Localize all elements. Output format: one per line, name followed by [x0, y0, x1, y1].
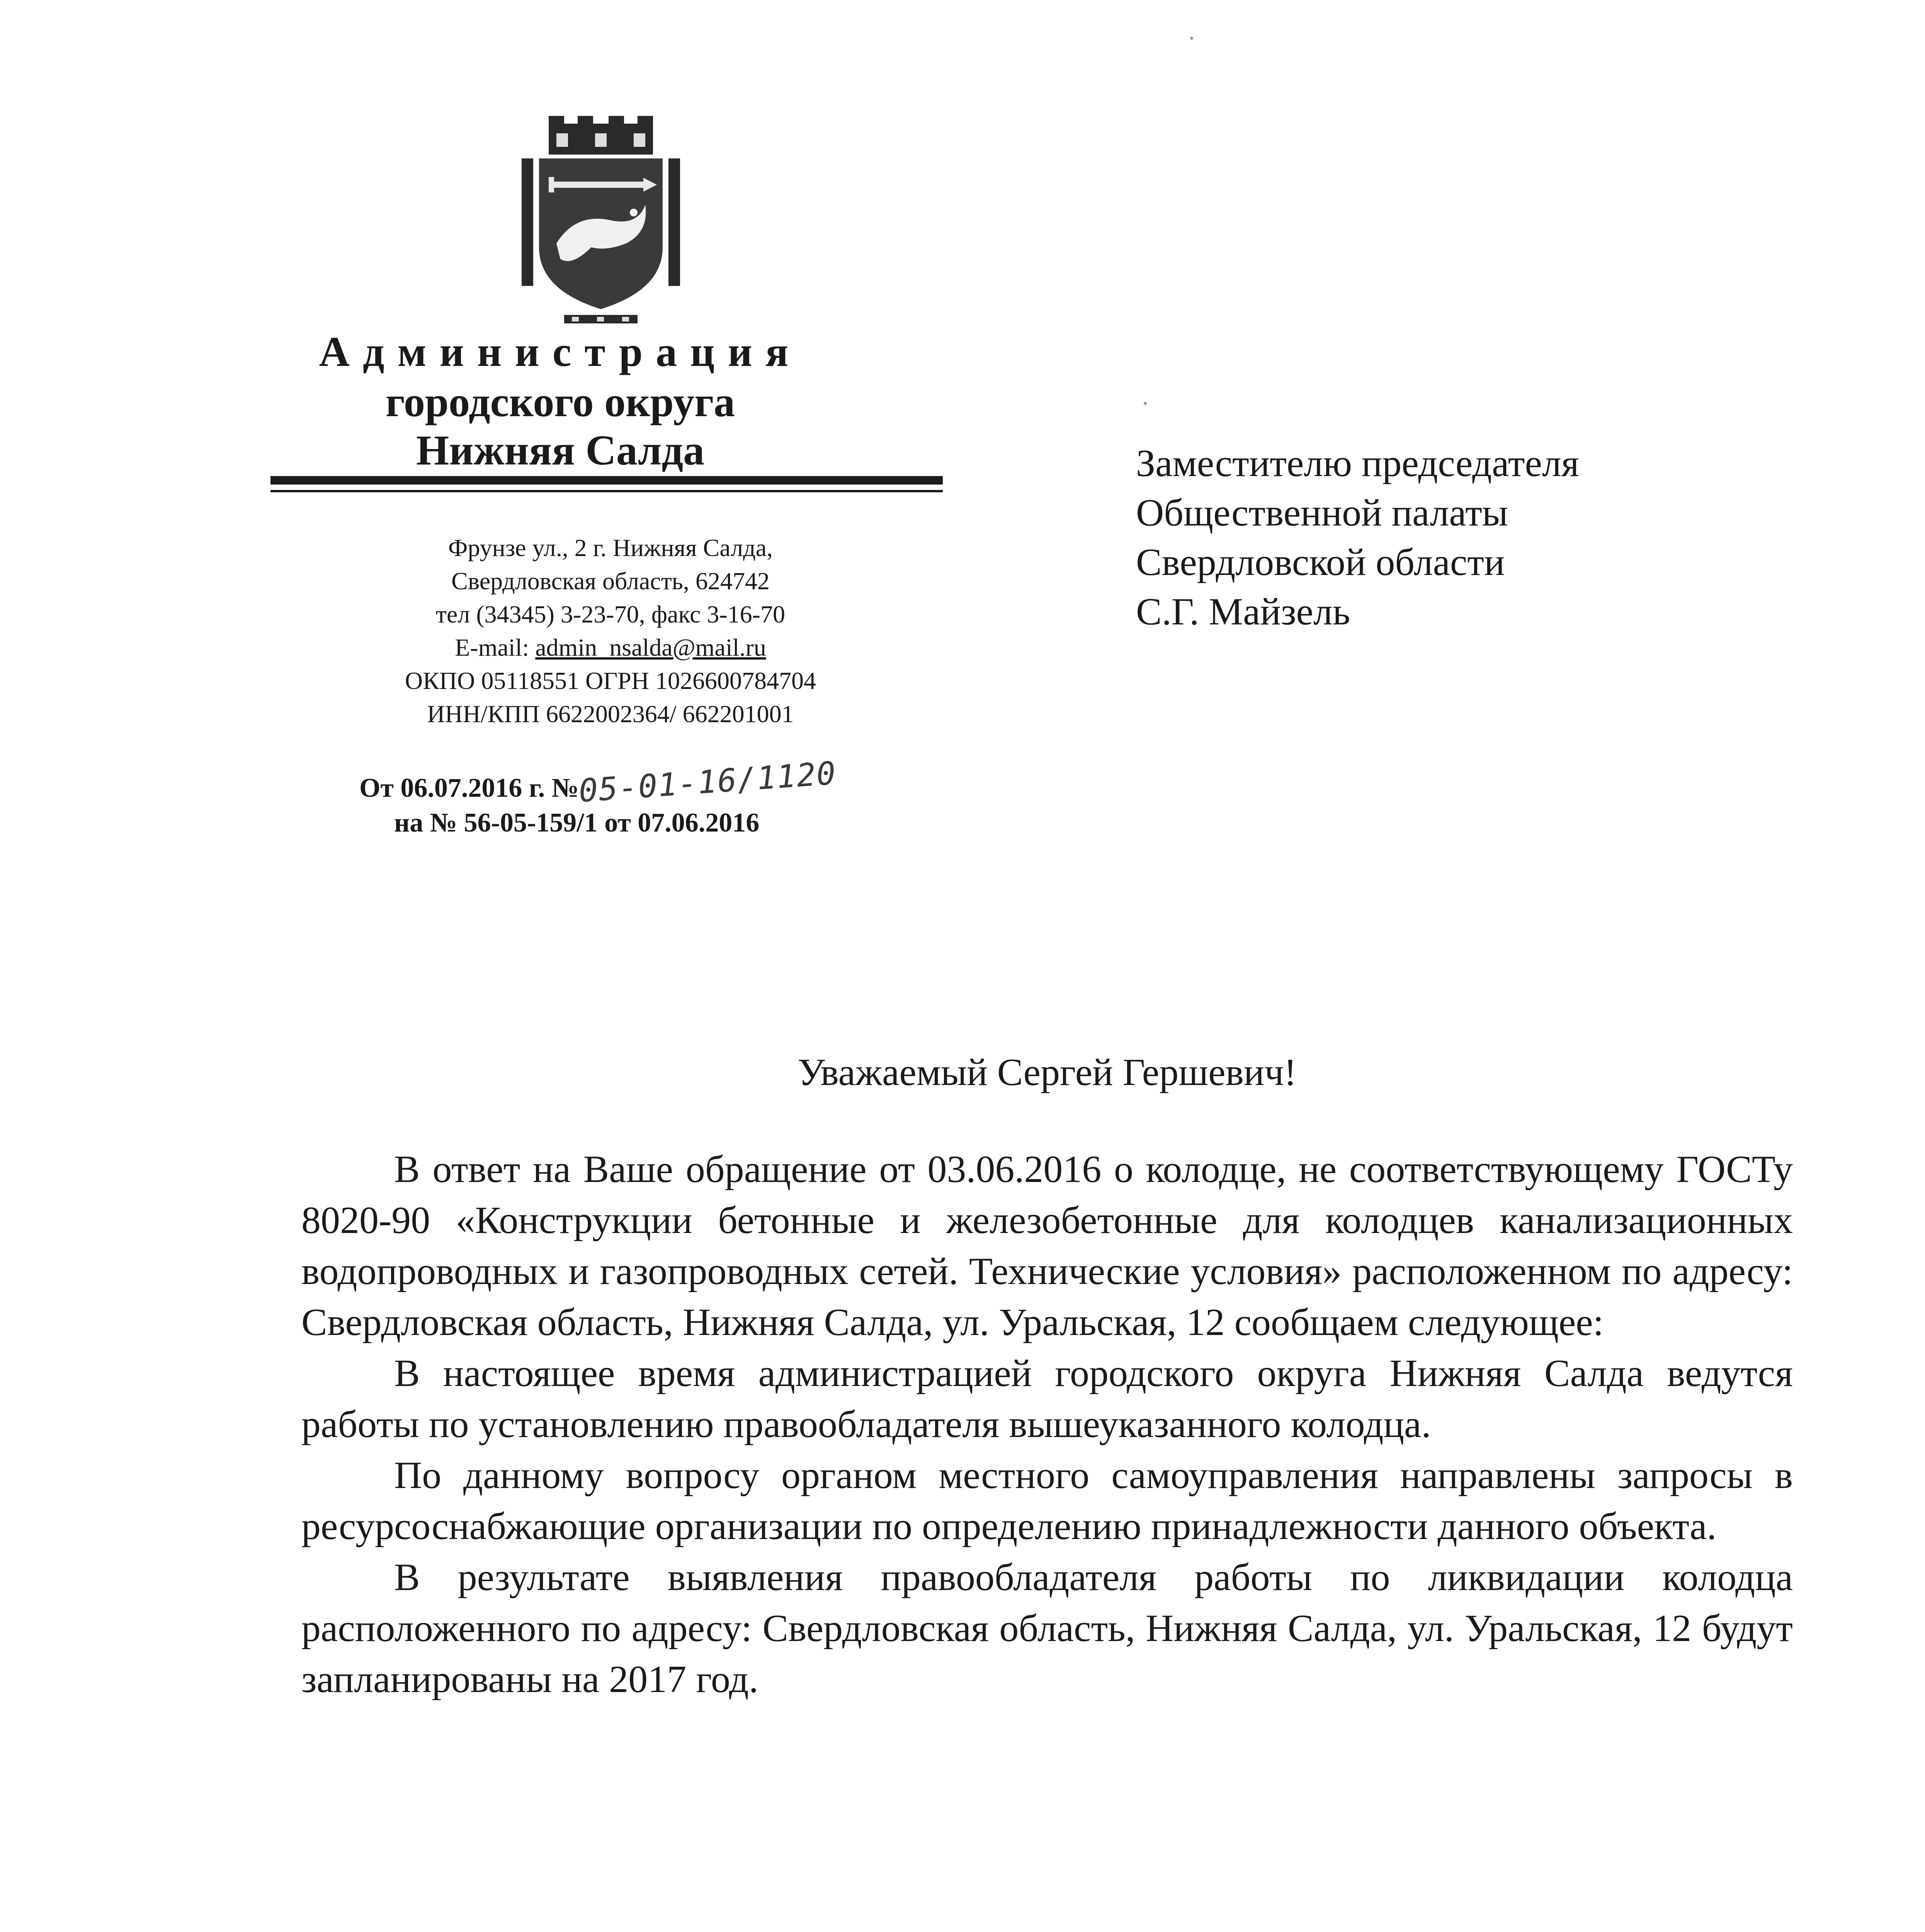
phone-line: тел (34345) 3-23-70, факс 3-16-70	[436, 600, 785, 628]
address-line1: Фрунзе ул., 2 г. Нижняя Салда,	[448, 534, 773, 561]
org-name-line2: городского округа	[385, 378, 735, 425]
scan-speck	[1190, 37, 1193, 40]
scan-speck	[1144, 402, 1147, 405]
body-paragraph: По данному вопросу органом местного самоуправления направлены запросы в ресурсоснабжающие организации по определению принадлежности данного объекта.	[301, 1454, 1793, 1548]
codes-line1: ОКПО 05118551 ОГРН 1026600784704	[405, 667, 816, 694]
recipient-block	[1136, 439, 1870, 636]
body-paragraph: В ответ на Ваше обращение от 03.06.2016 о колодце, не соответствующему ГОСТу 8020-90 «Конструкции бетонные и железобетонные для колодцев канализационных водопроводных и газопроводных сетей. Технические условия» расположенном по адресу: Свердловская область, Нижняя Салда, ул. Уральская, 12 сообщаем следующее:	[301, 1148, 1793, 1344]
registration-prefix: От 06.07.2016 г. №	[359, 773, 579, 803]
email-label: E-mail:	[455, 634, 536, 661]
codes-line2: ИНН/КПП 6622002364/ 662201001	[427, 700, 794, 728]
org-name-line3: Нижняя Салда	[416, 427, 705, 474]
recipient-line: Заместителю председателя	[1136, 442, 1579, 485]
registration-info	[359, 755, 978, 840]
letter-body	[301, 1144, 1793, 1705]
greeting: Уважаемый Сергей Гершевич!	[798, 1051, 1297, 1094]
letterhead-rule-thin	[270, 490, 943, 492]
coat-of-arms-icon	[522, 116, 680, 332]
org-name-line1: Администрация	[319, 328, 802, 375]
body-paragraph: В результате выявления правообладателя работы по ликвидации колодца расположенного по адресу: Свердловская область, Нижняя Салда, ул. Уральская, 12 будут запланированы на 2017 год.	[301, 1556, 1793, 1701]
registration-line1	[359, 755, 978, 810]
recipient-line: Свердловской области	[1136, 541, 1505, 583]
recipient-line: С.Г. Майзель	[1136, 590, 1350, 633]
address-line2: Свердловская область, 624742	[451, 567, 770, 595]
handwritten-reg-number: 05-01-16/1120	[577, 755, 838, 810]
registration-reply: на № 56-05-159/1 от 07.06.2016	[394, 808, 760, 838]
email-line	[328, 631, 893, 664]
recipient-line: Общественной палаты	[1136, 491, 1508, 534]
body-paragraph: В настоящее время администрацией городского округа Нижняя Салда ведутся работы по установлению правообладателя вышеуказанного колодца.	[301, 1352, 1793, 1446]
org-contacts	[328, 531, 893, 731]
letterhead-rule-thick	[270, 476, 943, 485]
email-link[interactable]: admin_nsalda@mail.ru	[535, 634, 766, 661]
